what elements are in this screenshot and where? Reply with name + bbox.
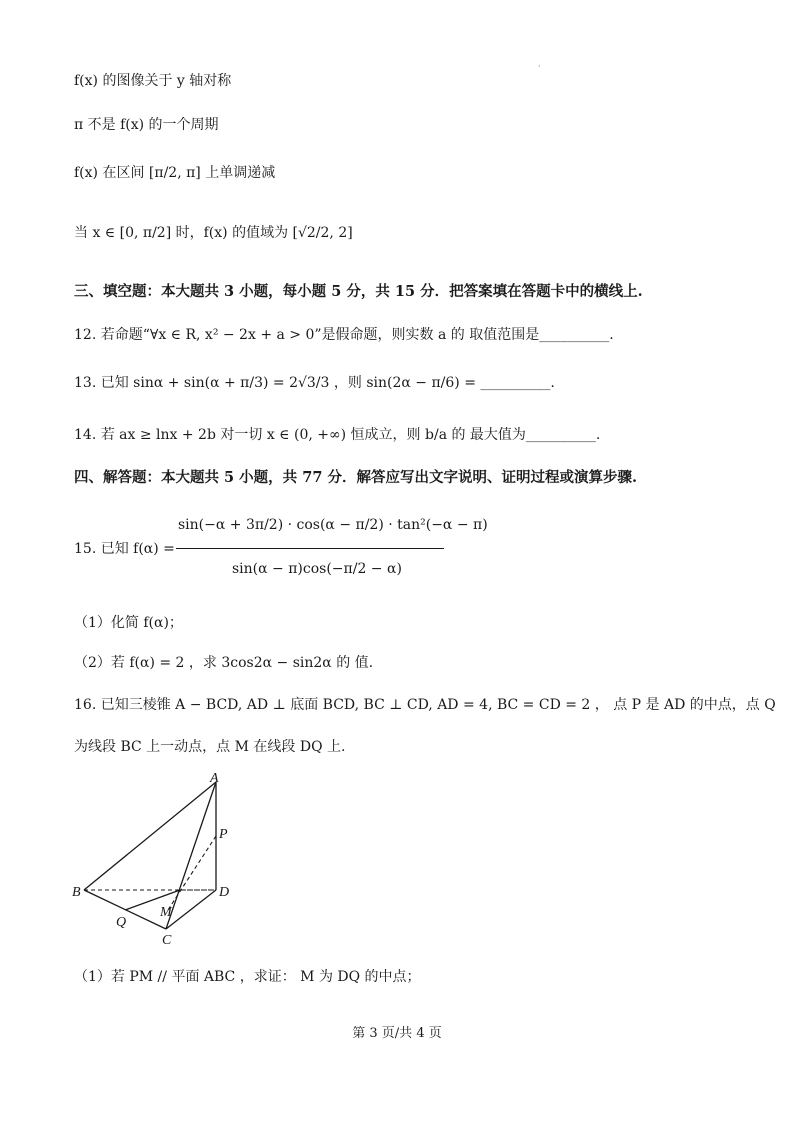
segment-pm [168, 836, 216, 910]
label-p: P [219, 827, 228, 842]
corner-mark: · [538, 62, 541, 71]
edge-ab [84, 782, 216, 890]
page-footer: 第 3 页/共 4 页 [352, 1026, 442, 1041]
option-b: π 不是 f(x) 的一个周期 [74, 117, 219, 133]
label-q: Q [116, 915, 127, 930]
q15-part-1: （1）化简 f(α)； [74, 615, 183, 631]
question-14: 14. 若 ax ≥ lnx + 2b 对一切 x ∈ (0, +∞) 恒成立，则 b/a 的 最大值为__________. [74, 427, 601, 443]
edge-cd [166, 890, 216, 929]
q15-denominator: sin(α − π)cos(−π/2 − α) [232, 561, 402, 577]
label-b: B [72, 885, 81, 900]
pyramid-figure [70, 772, 250, 952]
edge-ac [166, 782, 216, 929]
option-d: 当 x ∈ [0, π/2] 时，f(x) 的值域为 [√2/2, 2] [74, 225, 353, 241]
segment-qm [125, 890, 180, 910]
section-4-heading: 四、解答题：本大题共 5 小题，共 77 分．解答应写出文字说明、证明过程或演算步骤. [74, 469, 638, 486]
option-a: f(x) 的图像关于 y 轴对称 [74, 73, 232, 89]
q15-fraction-bar [176, 548, 444, 549]
question-13: 13. 已知 sinα + sin(α + π/3) = 2√3/3 ，则 sin(2α − π/6) = __________. [74, 375, 555, 391]
q15-part-2: （2）若 f(α) = 2 ，求 3cos2α − sin2α 的 值. [74, 655, 374, 671]
option-c: f(x) 在区间 [π/2, π] 上单调递减 [74, 165, 276, 181]
q15-numerator: sin(−α + 3π/2) · cos(α − π/2) · tan²(−α − π) [178, 517, 488, 533]
q16-part-1: （1）若 PM // 平面 ABC ，求证： M 为 DQ 的中点； [74, 969, 421, 985]
q16-line-2: 为线段 BC 上一动点，点 M 在线段 DQ 上. [74, 739, 346, 755]
question-12: 12. 若命题“∀x ∈ R, x² − 2x + a > 0”是假命题，则实数 a 的 取值范围是__________. [74, 327, 614, 343]
label-c: C [162, 933, 172, 948]
label-a: A [210, 772, 219, 786]
question-15-prefix: 15. 已知 f(α) = [74, 541, 175, 557]
section-3-heading: 三、填空题：本大题共 3 小题，每小题 5 分，共 15 分．把答案填在答题卡中的横线上. [74, 283, 643, 300]
label-d: D [219, 885, 230, 900]
q16-line-1: 16. 已知三棱锥 A − BCD, AD ⊥ 底面 BCD, BC ⊥ CD, AD = 4, BC = CD = 2 ， 点 P 是 AD 的中点，点 Q [74, 697, 776, 713]
label-m: M [160, 905, 172, 920]
